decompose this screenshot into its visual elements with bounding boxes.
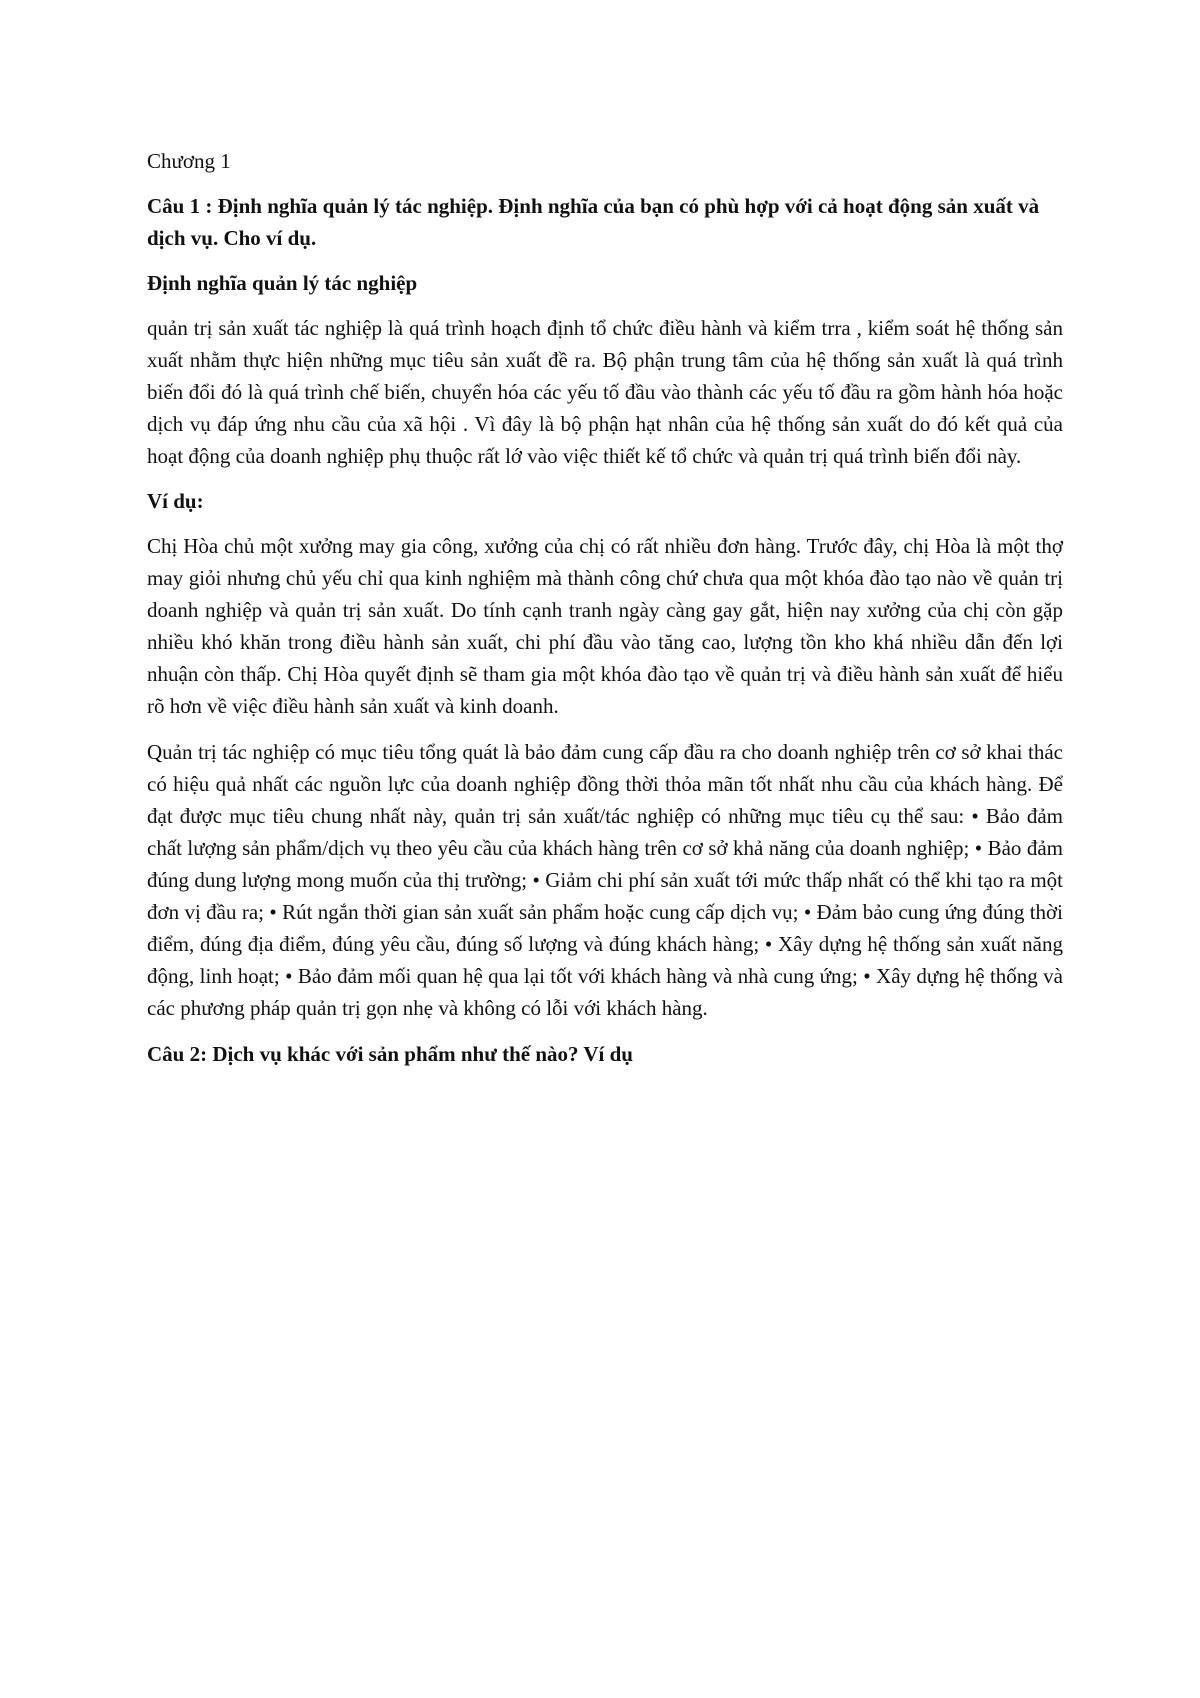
- question-1: Câu 1 : Định nghĩa quản lý tác nghiệp. Định nghĩa của bạn có phù hợp với cả hoạt động sản xuất và dịch vụ. Cho ví dụ.: [147, 194, 1040, 250]
- chapter-title: Chương 1: [147, 149, 231, 173]
- definition-paragraph: quản trị sản xuất tác nghiệp là quá trình hoạch định tổ chức điều hành và kiểm trra , kiểm soát hệ thống sản xuất nhằm thực hiện những mục tiêu sản xuất đề ra. Bộ phận trung tâm của hệ thống sản xuất là quá trình biến đổi đó là quá trình chế biến, chuyển hóa các yếu tố đầu vào thành các yếu tố đầu ra gồm hành hóa hoặc dịch vụ đáp ứng nhu cầu của xã hội . Vì đây là bộ phận hạt nhân của hệ thống sản xuất do đó kết quả của hoạt động của doanh nghiệp phụ thuộc rất lớ vào việc thiết kế tổ chức và quản trị quá trình biến đổi này.: [147, 316, 1063, 468]
- document-page: [147, 146, 1063, 1084]
- example-paragraph: Chị Hòa chủ một xưởng may gia công, xưởng của chị có rất nhiều đơn hàng. Trước đây, chị Hòa là một thợ may giỏi nhưng chủ yếu chỉ qua kinh nghiệm mà thành công chứ chưa qua một khóa đào tạo nào về quản trị doanh nghiệp và quản trị sản xuất. Do tính cạnh tranh ngày càng gay gắt, hiện nay xưởng của chị còn gặp nhiều khó khăn trong điều hành sản xuất, chi phí đầu vào tăng cao, lượng tồn kho khá nhiều dẫn đến lợi nhuận còn thấp. Chị Hòa quyết định sẽ tham gia một khóa đào tạo về quản trị và điều hành sản xuất để hiểu rõ hơn về việc điều hành sản xuất và kinh doanh.: [147, 534, 1063, 718]
- objectives-paragraph: Quản trị tác nghiệp có mục tiêu tổng quát là bảo đảm cung cấp đầu ra cho doanh nghiệp trên cơ sở khai thác có hiệu quả nhất các nguồn lực của doanh nghiệp đồng thời thỏa mãn tốt nhất nhu cầu của khách hàng. Để đạt được mục tiêu chung nhất này, quản trị sản xuất/tác nghiệp có những mục tiêu cụ thể sau: • Bảo đảm chất lượng sản phẩm/dịch vụ theo yêu cầu của khách hàng trên cơ sở khả năng của doanh nghiệp; • Bảo đảm đúng dung lượng mong muốn của thị trường; • Giảm chi phí sản xuất tới mức thấp nhất có thể khi tạo ra một đơn vị đầu ra; • Rút ngắn thời gian sản xuất sản phẩm hoặc cung cấp dịch vụ; • Đảm bảo cung ứng đúng thời điểm, đúng địa điểm, đúng yêu cầu, đúng số lượng và đúng khách hàng; • Xây dựng hệ thống sản xuất năng động, linh hoạt; • Bảo đảm mối quan hệ qua lại tốt với khách hàng và nhà cung ứng; • Xây dựng hệ thống và các phương pháp quản trị gọn nhẹ và không có lỗi với khách hàng.: [147, 740, 1063, 1020]
- question-2: Câu 2: Dịch vụ khác với sản phẩm như thế nào? Ví dụ: [147, 1042, 633, 1066]
- definition-heading: Định nghĩa quản lý tác nghiệp: [147, 271, 418, 295]
- example-heading: Ví dụ:: [147, 489, 204, 513]
